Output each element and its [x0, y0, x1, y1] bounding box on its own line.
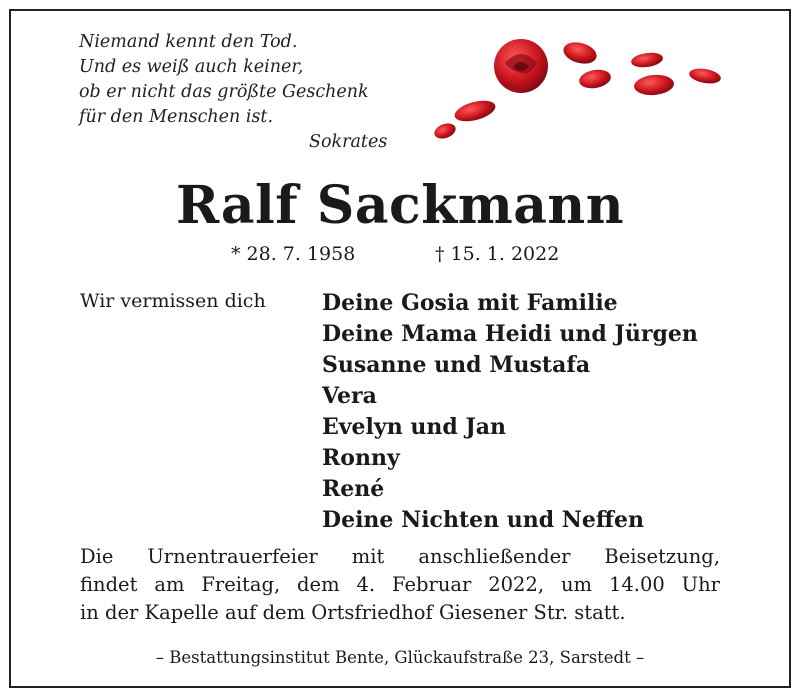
family-list: [322, 288, 698, 536]
family-member: Evelyn und Jan: [322, 414, 507, 440]
family-member: Deine Nichten und Neffen: [322, 507, 644, 533]
quote-line: Niemand kennt den Tod.: [79, 32, 298, 52]
family-member: Deine Mama Heidi und Jürgen: [322, 321, 698, 347]
quote-line: Und es weiß auch keiner,: [79, 57, 304, 77]
ceremony-line: findet am Freitag, dem 4. Februar 2022, um 14.00 Uhr: [80, 573, 720, 596]
family-member: Vera: [322, 383, 377, 409]
quote-author: Sokrates: [309, 132, 388, 152]
deceased-name: Ralf Sackmann: [175, 175, 625, 236]
family-member: Deine Gosia mit Familie: [322, 290, 618, 316]
quote-line: für den Menschen ist.: [79, 107, 274, 127]
quote-block: [79, 30, 387, 155]
death-date: † 15. 1. 2022: [435, 243, 560, 265]
rose-icon: [494, 39, 548, 93]
family-member: Ronny: [322, 445, 400, 471]
family-member: René: [322, 476, 385, 502]
funeral-home-footer: – Bestattungsinstitut Bente, Glückaufstraße 23, Sarstedt –: [155, 648, 645, 667]
birth-date: * 28. 7. 1958: [231, 243, 356, 265]
rose-petals-image: [425, 33, 735, 143]
family-member: Susanne und Mustafa: [322, 352, 591, 378]
quote-line: ob er nicht das größte Geschenk: [79, 82, 369, 102]
ceremony-text: [80, 543, 720, 627]
ceremony-line: in der Kapelle auf dem Ortsfriedhof Giesener Str. statt.: [80, 601, 626, 624]
ceremony-line: Die Urnentrauerfeier mit anschließender Beisetzung,: [80, 545, 720, 568]
miss-text: Wir vermissen dich: [80, 290, 266, 312]
